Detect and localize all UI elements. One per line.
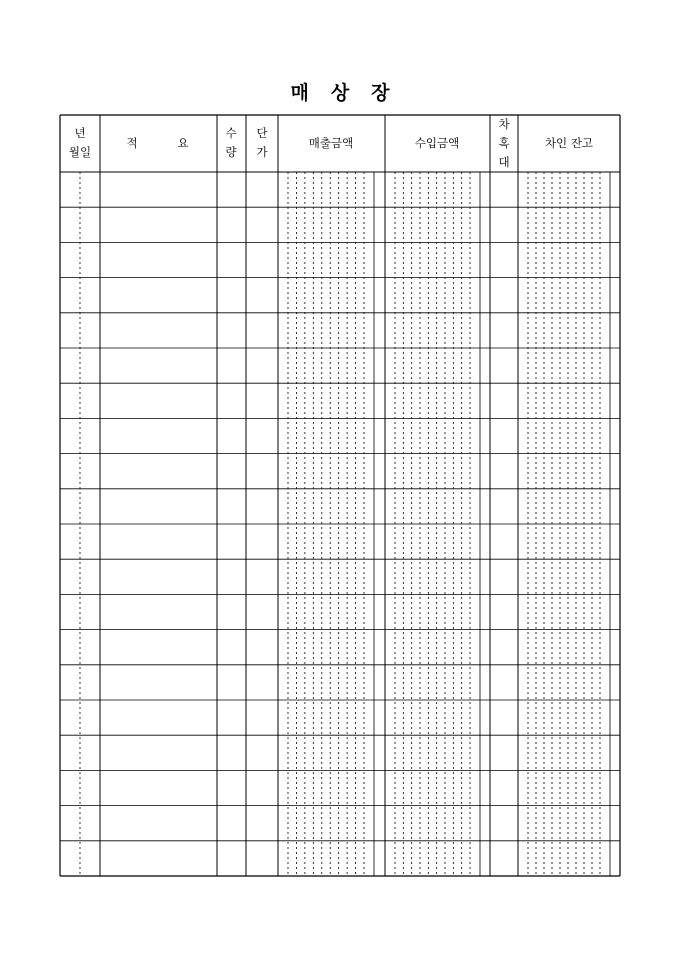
header-quantity-bottom: 량 xyxy=(225,145,237,159)
header-quantity-top: 수 xyxy=(225,126,237,140)
header-date-year: 년 xyxy=(74,126,86,140)
header-receipt-amount: 수입금액 xyxy=(414,136,460,150)
header-dc-top: 차 xyxy=(498,117,510,131)
title-char: 매 xyxy=(290,82,309,104)
title-char: 상 xyxy=(330,82,350,104)
header-unit-price-bottom: 가 xyxy=(256,145,268,159)
header-balance: 차인 잔고 xyxy=(544,136,594,150)
header-dc-bottom: 대 xyxy=(498,155,510,169)
header-dc-middle: 혹 xyxy=(498,136,510,150)
header-description-2: 요 xyxy=(177,136,189,150)
header-unit-price-top: 단 xyxy=(256,126,268,140)
title-char: 장 xyxy=(371,82,390,104)
header-description-1: 적 xyxy=(126,136,138,150)
header-date-monthday: 월일 xyxy=(68,145,92,159)
header-sales-amount: 매출금액 xyxy=(308,136,354,150)
